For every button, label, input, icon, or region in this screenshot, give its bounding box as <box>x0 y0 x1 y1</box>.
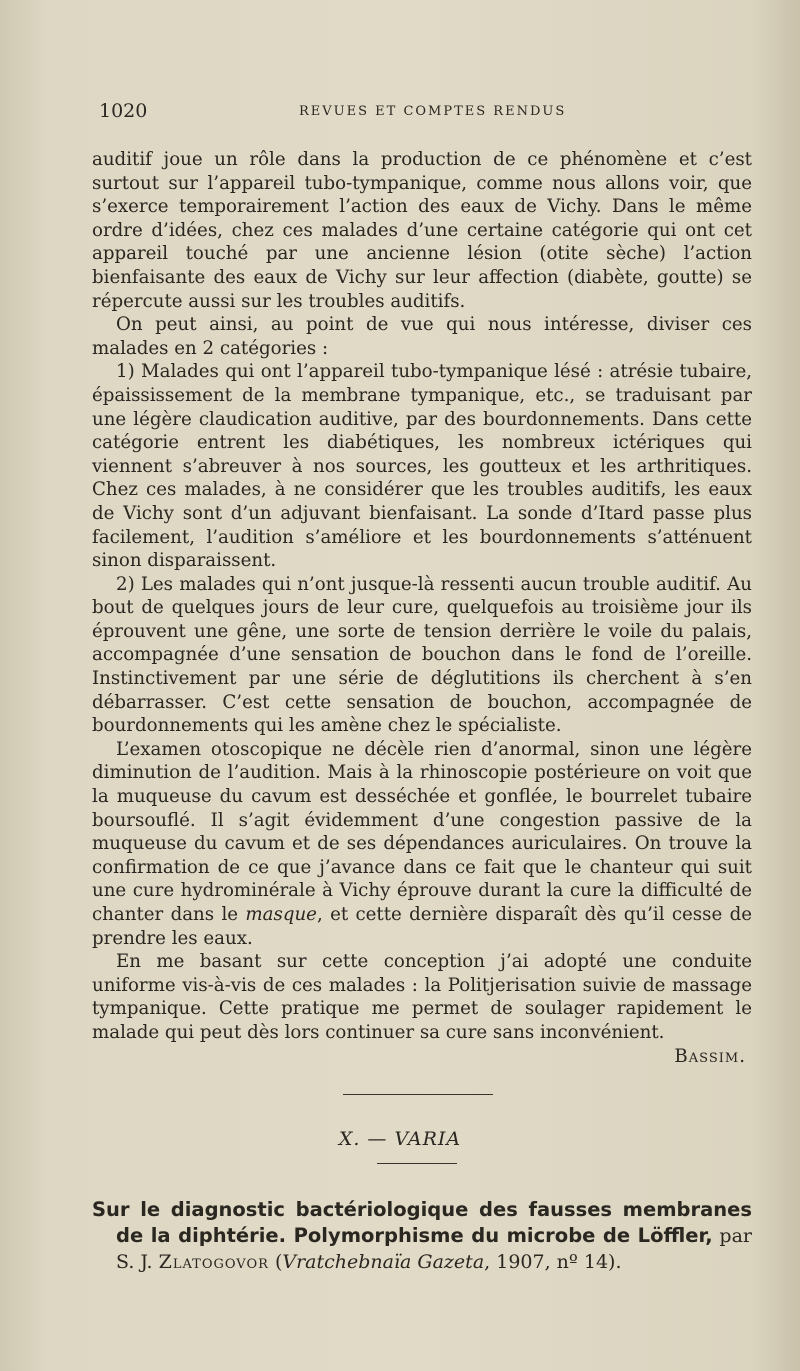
signature: Bassim. <box>674 1045 746 1067</box>
article-open: ( <box>268 1251 283 1273</box>
paragraph-2: On peut ainsi, au point de vue qui nous intéresse, diviser ces malades en 2 catégories : <box>92 314 752 359</box>
paragraph-5 <box>92 738 752 950</box>
page-number: 1020 <box>99 100 148 122</box>
article-journal: Vratchebnaïa Gazeta <box>282 1251 485 1273</box>
paragraph-6: En me basant sur cette conception j’ai adopté une conduite uniforme vis-à-vis de ces malades : la Politjerisation suivie de massage tympanique. Cette pratique me permet de soulager rapidement le malade qui peut dès lors continuer sa cure sans inconvénient. <box>92 951 752 1043</box>
paragraph-4: 2) Les malades qui n’ont jusque-là ressenti aucun trouble auditif. Au bout de quelques jours de leur cure, quelquefois au troisième jour ils éprouvent une gêne, une sorte de tension derrière le voile du palais, accompagnée d’une sensation de bouchon dans le fond de l’oreille. Instinctivement par une série de déglutitions ils cherchent à s’en débarrasser. C’est cette sensation de bouchon, accompagnée de bourdonnements qui les amène chez le spécialiste. <box>92 573 752 737</box>
italic-word: masque <box>245 904 317 925</box>
article-citation: , 1907, nº 14). <box>484 1251 622 1273</box>
article-par: par S. J. <box>116 1225 752 1273</box>
paragraph-1: auditif joue un rôle dans la production de ce phénomène et c’est surtout sur l’appareil tubo-tympanique, comme nous allons voir, que s’exerce temporairement l’action des eaux de Vichy. Dans le même ordre d’idées, chez ces malades d’une certaine catégorie qui ont cet appareil touché par une ancienne lésion (otite sèche) l’action bienfaisante des eaux de Vichy sur leur affection (diabète, goutte) se répercute aussi sur les troubles auditifs. <box>92 149 752 312</box>
section-title: X. — VARIA <box>338 1128 462 1150</box>
paragraph-5-tail: , et cette dernière disparaît dès qu’il cesse de prendre les eaux. <box>92 904 752 949</box>
separator-rule <box>343 1094 493 1095</box>
title-underline <box>377 1163 457 1164</box>
article-title: Sur le diagnostic bactériologique des fausses membranes de la diphtérie. Polymorphisme du microbe de Löffler, <box>92 1198 752 1247</box>
running-head: REVUES ET COMPTES RENDUS <box>299 104 567 119</box>
page-header <box>99 100 755 130</box>
article-entry <box>92 1197 752 1275</box>
body-text <box>92 148 752 1068</box>
paragraph-3: 1) Malades qui ont l’appareil tubo-tympanique lésé : atrésie tubaire, épaississement de la membrane tympanique, etc., se traduisant par une légère claudication auditive, par des bourdonnements. Dans cette catégorie entrent les diabétiques, les nombreux ictériques qui viennent s’abreuver à nos sources, les goutteux et les arthritiques. Chez ces malades, à ne considérer que les troubles auditifs, les eaux de Vichy sont d’un adjuvant bienfaisant. La sonde d’Itard passe plus facilement, l’audition s’améliore et les bourdonnements s’atténuent sinon disparaissent. <box>92 361 752 572</box>
paragraph-5-text: L’examen otoscopique ne décèle rien d’anormal, sinon une légère diminution de l’audition. Mais à la rhinoscopie postérieure on voit que la muqueuse du cavum est desséchée et gonflée, le bourrelet tubaire boursouflé. Il s’agit évidemment d’une congestion passive de la muqueuse du cavum et de ses dépendances auriculaires. On trouve la confirmation de ce que j’avance dans ce fait que le chanteur qui suit une cure hydrominérale à Vichy éprouve durant la cure la difficulté de chanter dans le <box>92 738 752 925</box>
article-author: Zlatogovor <box>158 1251 269 1273</box>
